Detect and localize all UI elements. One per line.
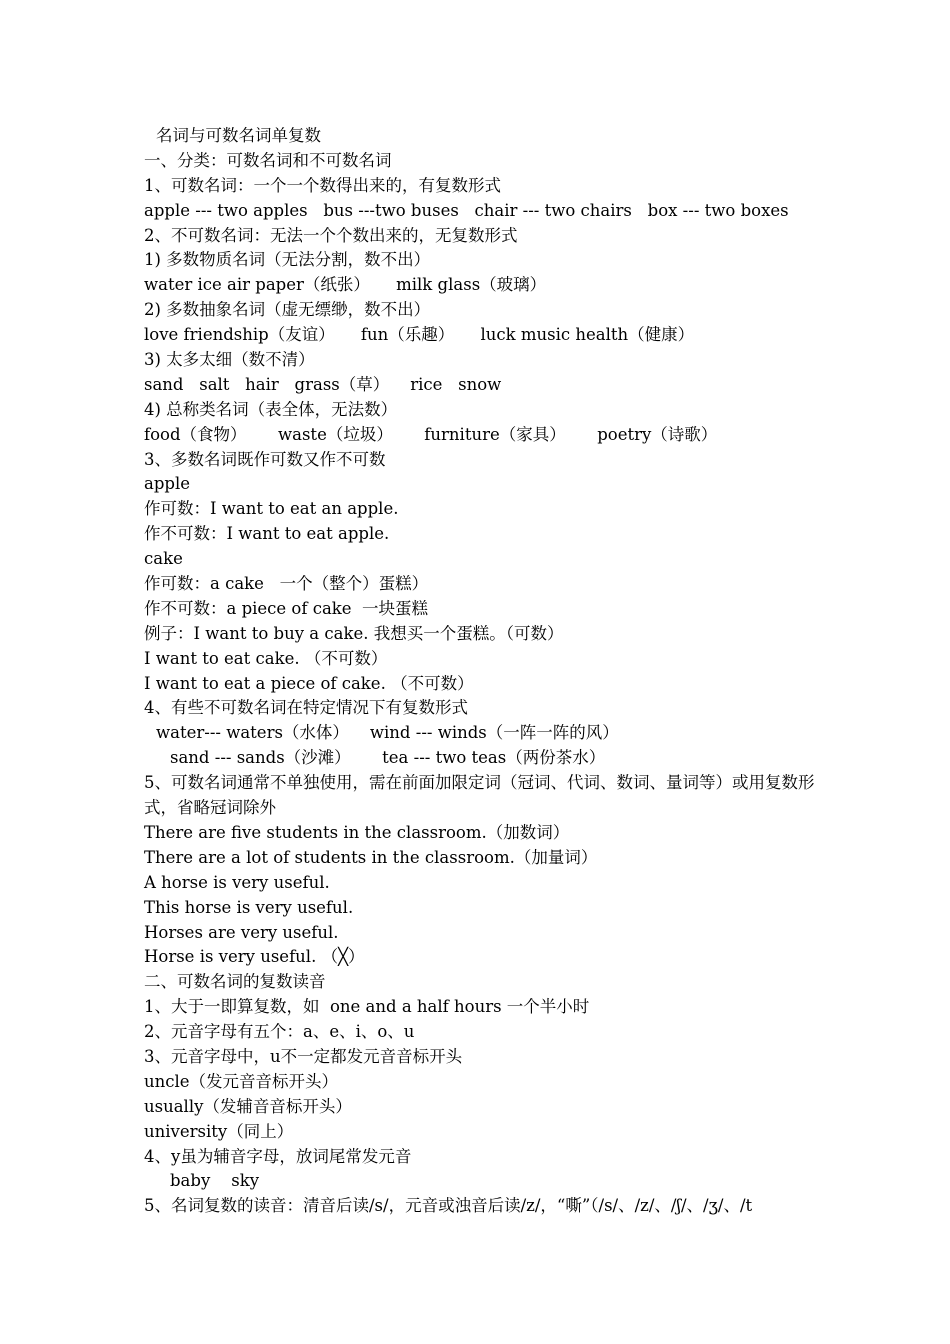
text-line: 作不可数：a piece of cake 一块蛋糕 [144, 598, 429, 618]
text-line: love friendship（友谊） fun（乐趣） luck music health（健康） [144, 325, 695, 345]
text-line: 4) 总称类名词（表全体，无法数） [144, 399, 398, 419]
subsection-heading: 5、可数名词通常不单独使用，需在前面加限定词（冠词、代词、数词、量词等）或用复数形式，省略冠词除外 [144, 773, 815, 818]
text-line: sand --- sands（沙滩） tea --- two teas（两份茶水） [170, 748, 606, 768]
subsection-heading: 4、有些不可数名词在特定情况下有复数形式 [144, 698, 468, 718]
section-heading: 二、可数名词的复数读音 [144, 972, 326, 992]
text-line: sand salt hair grass（草） rice snow [144, 374, 502, 394]
subsection-heading: 3、多数名词既作可数又作不可数 [144, 449, 386, 469]
subsection-heading: 3、元音字母中，u不一定都发元音音标开头 [144, 1046, 463, 1066]
text-line: A horse is very useful. [144, 872, 330, 892]
document-title: 名词与可数名词单复数 [156, 126, 321, 145]
text-line: usually（发辅音音标开头） [144, 1096, 352, 1116]
document-body [144, 124, 824, 1219]
subsection-heading: 2、元音字母有五个：a、e、i、o、u [144, 1022, 415, 1042]
text-line: 作不可数：I want to eat apple. [144, 524, 390, 544]
text-line: food（食物） waste（垃圾） furniture（家具） poetry（诗歌） [144, 424, 718, 444]
subsection-heading: 4、y虽为辅音字母，放词尾常发元音 [144, 1146, 412, 1166]
text-line: This horse is very useful. [144, 897, 354, 917]
text-line: There are five students in the classroom.（加数词） [144, 822, 570, 842]
subsection-heading: 5、名词复数的读音：清音后读/s/，元音或浊音后读/z/，“嘶”（/s/、/z/、/ʃ/、/ʒ/、/t [144, 1196, 753, 1216]
text-line: apple --- two apples bus ---two buses chair --- two chairs box --- two boxes [144, 200, 789, 220]
text-line: baby sky [170, 1171, 260, 1191]
text-line: apple [144, 474, 191, 494]
text-line: Horse is very useful. （╳） [144, 947, 365, 967]
text-line: Horses are very useful. [144, 922, 339, 942]
text-line: I want to eat cake. （不可数） [144, 648, 388, 668]
text-line: university（同上） [144, 1121, 294, 1141]
text-line: cake [144, 549, 183, 569]
subsection-heading: 1、可数名词：一个一个数得出来的，有复数形式 [144, 175, 501, 195]
text-line: uncle（发元音音标开头） [144, 1071, 339, 1091]
text-line: 1) 多数物质名词（无法分割，数不出） [144, 250, 431, 270]
text-line: 作可数：I want to eat an apple. [144, 499, 399, 519]
subsection-heading: 2、不可数名词：无法一个个数出来的，无复数形式 [144, 225, 518, 245]
text-line: water--- waters（水体） wind --- winds（一阵一阵的风） [156, 723, 619, 743]
text-line: water ice air paper（纸张） milk glass（玻璃） [144, 275, 547, 295]
subsection-heading: 1、大于一即算复数，如 one and a half hours 一个半小时 [144, 997, 590, 1017]
text-line: 例子：I want to buy a cake. 我想买一个蛋糕。（可数） [144, 623, 564, 643]
section-heading: 一、分类：可数名词和不可数名词 [144, 150, 392, 170]
text-line: 3) 太多太细（数不清） [144, 350, 315, 370]
text-line: 2) 多数抽象名词（虚无缥缈，数不出） [144, 300, 431, 320]
text-line: There are a lot of students in the classroom.（加量词） [144, 847, 598, 867]
text-line: I want to eat a piece of cake. （不可数） [144, 673, 474, 693]
text-line: 作可数：a cake 一个（整个）蛋糕） [144, 574, 429, 594]
